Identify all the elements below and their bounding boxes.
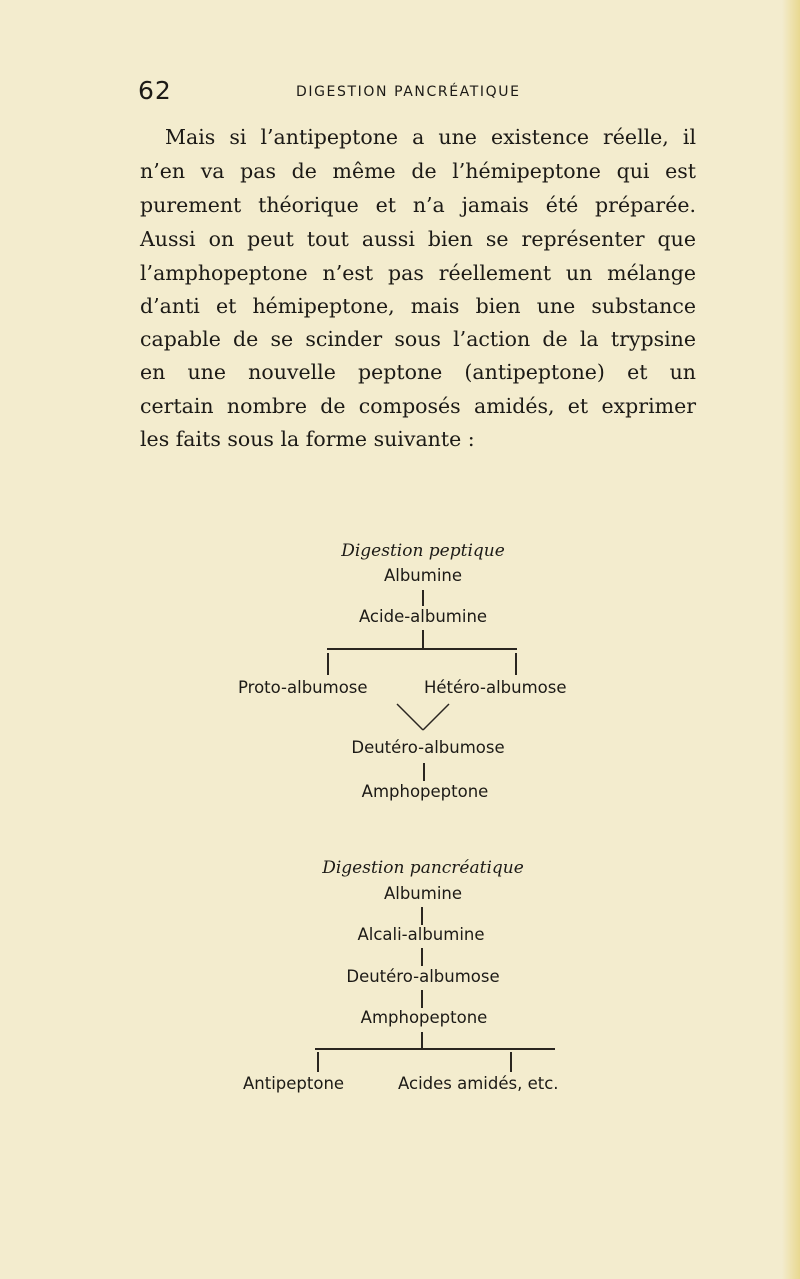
peptic-hetero-albumose: Hétéro-albumose <box>424 678 567 697</box>
peptic-proto-albumose: Proto-albumose <box>238 678 368 697</box>
paragraph-line: n’en va pas de même de l’hémipeptone qui est <box>140 159 696 183</box>
connector-line <box>421 948 423 966</box>
connector-line <box>510 1052 512 1072</box>
paragraph-line: Aussi on peut tout aussi bien se représenter que <box>140 227 696 251</box>
paragraph-line: d’anti et hémipeptone, mais bien une substance <box>140 294 696 318</box>
pancreatic-alcali-albumine: Alcali-albumine <box>357 925 485 944</box>
paragraph-line: l’amphopeptone n’est pas réellement un mélange <box>140 261 696 285</box>
connector-line <box>317 1052 319 1072</box>
pancreatic-albumine: Albumine <box>383 884 463 903</box>
connector-line <box>421 990 423 1008</box>
paragraph-line: purement théorique et n’a jamais été préparée. <box>140 193 696 217</box>
connector-line <box>423 763 425 781</box>
peptic-amphopeptone: Amphopeptone <box>361 782 489 801</box>
connector-line <box>421 907 423 925</box>
pancreatic-antipeptone: Antipeptone <box>243 1074 345 1093</box>
peptic-deutero-albumose: Deutéro-albumose <box>351 738 505 757</box>
connector-line <box>421 1032 423 1048</box>
running-title: DIGESTION PANCRÉATIQUE <box>296 84 521 100</box>
pancreatic-diagram-title: Digestion pancréatique <box>322 858 524 878</box>
peptic-albumine: Albumine <box>383 566 463 585</box>
branch-line <box>315 1048 555 1050</box>
paragraph-line: capable de se scinder sous l’action de la trypsine <box>140 327 696 351</box>
peptic-acide-albumine: Acide-albumine <box>358 607 488 626</box>
page-number: 62 <box>138 76 172 105</box>
paragraph-line: Mais si l’antipeptone a une existence réelle, il <box>165 125 696 149</box>
paragraph-line: en une nouvelle peptone (antipeptone) et un <box>140 360 696 384</box>
peptic-diagram-title: Digestion peptique <box>341 541 505 561</box>
pancreatic-acides-amides: Acides amidés, etc. <box>398 1074 559 1093</box>
pancreatic-deutero-albumose: Deutéro-albumose <box>346 967 500 986</box>
pancreatic-amphopeptone: Amphopeptone <box>360 1008 488 1027</box>
paragraph-line: les faits sous la forme suivante : <box>140 427 475 451</box>
paragraph-line: certain nombre de composés amidés, et exprimer <box>140 394 696 418</box>
